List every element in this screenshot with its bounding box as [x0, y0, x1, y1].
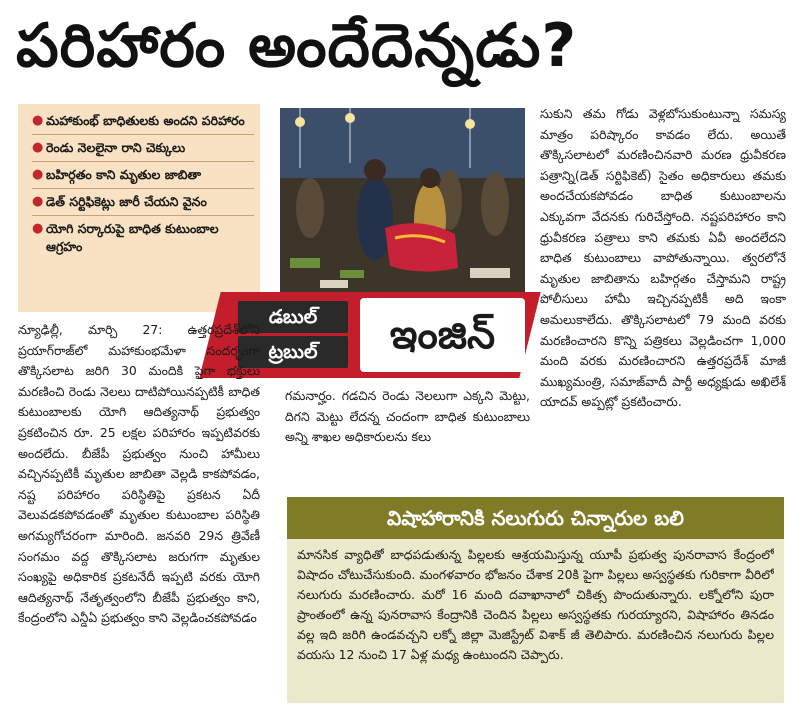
sidebar-story-title: విషాహారానికి నలుగురు చిన్నారుల బలి — [287, 497, 784, 539]
headline: పరిహారం అందేదెన్నడు? — [16, 11, 578, 81]
sidebar-story-paragraph: మానసిక వ్యాధితో బాధపడుతున్న పిల్లలకు ఆశ్రయమిస్తున్న యూపీ ప్రభుత్వ పునరావాస కేంద్రంలో విషాదం చోటుచేసుకుంది. మంగళవారం భోజనం చేశాక 20కి పైగా పిల్లలు అస్వస్థతకు గురికాగా వీరిలో నలుగురు మరణించారు. మరో 16 మంది దవాఖానాలో చికిత్స పొందుతున్నారు. లక్నోలోని పురా ప్రాంతంలో ఉన్న పునరావాస కేంద్రానికి చెందిన పిల్లలు అస్వస్థతకు గురయ్యారని, విషాహారం తినడం వల్ల ఇది జరిగి ఉండవచ్చని లక్నో జిల్లా మెజిస్ట్రేట్ విశాక్ జీ తెలిపారు. మరణించిన నలుగురు పిల్లల వయసు 12 నుంచి 17 ఏళ్ల మధ్య ఉంటుందని చెప్పారు. — [297, 547, 774, 662]
article-paragraph: సుకుని తమ గోడు వెళ్లబోసుకుంటున్నా సమస్య మాత్రం పరిష్కారం కావడం లేదు. అయితే తొక్కిసలాటలో మరణించినవారి మరణ ధ్రువీకరణ పత్రాన్ని(డెత్ సర్టిఫికెట్) సైతం అధికారులు తమకు అందచేయకపోవడం బాధిత కుటుంబాలను ఎక్కువగా వేదనకు గురిచేస్తోంది. నష్టపరిహారం కాని ధ్రువీకరణ పత్రాలు కాని తమకు ఏవీ అందలేదని బాధిత కుటుంబాలు వాపోతున్నాయి. త్వరలోనే మృతుల జాబితాను బహిర్గతం చేస్తామని రాష్ట్ర పోలీసులు హామీ ఇచ్చినప్పటికీ అది ఇంకా అమలుకాలేదు. తొక్కిసలాటలో 79 మంది వరకు మరణించారని కొన్ని పత్రికలు వెల్లడించగా 1,000 మంది వరకు మరణించారని ఉత్తరప్రదేశ్ మాజీ ముఖ్యమంత్రి, సమాజ్‌వాదీ పార్టీ అధ్యక్షుడు అఖిలేశ్ యాదవ్ అప్పట్లో ప్రకటించారు. — [540, 106, 786, 410]
highlight-item — [32, 139, 254, 157]
highlight-item — [32, 166, 254, 184]
banner-line1: డబుల్ — [238, 301, 348, 333]
banner-line2: ట్రబుల్ — [238, 336, 348, 368]
highlight-text: యోగి సర్కారుపై బాధిత కుటుంబాల ఆగ్రహం — [46, 221, 219, 254]
highlight-item — [32, 112, 254, 130]
banner-big-text: ఇంజిన్ — [360, 298, 525, 372]
highlights-box — [18, 104, 260, 312]
article-paragraph: గమనార్హం. గడచిన రెండు నెలలుగా ఎక్కని మెట్టు, దిగని మెట్టు లేదన్న చందంగా బాధిత కుటుంబాలు అన్ని శాఖల అధికారులను కలు — [285, 388, 530, 445]
stampede-aftermath-photo — [280, 108, 525, 298]
news-photo — [280, 108, 525, 298]
highlight-text: మహాకుంభ్ బాధితులకు అందని పరిహారం — [46, 113, 245, 128]
bullet-dot-icon: ● — [32, 113, 44, 128]
highlight-item — [32, 220, 254, 256]
bullet-dot-icon: ● — [32, 194, 44, 209]
highlight-text: రెండు నెలలైనా రాని చెక్కులు — [46, 140, 186, 155]
highlight-item — [32, 193, 254, 211]
divider — [32, 161, 254, 162]
bullet-dot-icon: ● — [32, 140, 44, 155]
bullet-dot-icon: ● — [32, 167, 44, 182]
article-column-1 — [18, 320, 260, 716]
article-column-3 — [540, 104, 786, 490]
highlight-text: బహిర్గతం కాని మృతుల జాబితా — [46, 167, 202, 182]
divider — [32, 134, 254, 135]
divider — [32, 215, 254, 216]
article-paragraph: న్యూఢిల్లీ, మార్చి 27: ఉత్తరప్రదేశ్‌లోని ప్రయాగ్‌రాజ్‌లో మహాకుంభమేళా సందర్భంగా తొక్కిసలాట జరిగి 30 మందికి పైగా భక్తులు మరణించి రెండు నెలలు దాటిపోయినప్పటికీ బాధిత కుటుంబాలకు యోగి ఆదిత్యనాథ్ ప్రభుత్వం ప్రకటించిన రూ. 25 లక్షల పరిహారం ఇప్పటివరకు అందలేదు. బీజేపీ ప్రభుత్వం నుంచి హామీలు వచ్చినప్పటికీ మృతుల జాబితా వెల్లడి కాకపోవడం, నష్ట పరిహారం పరిస్థితిపై ప్రకటన ఏదీ వెలువడకపోవడంతో మృతుల కుటుంబాల పరిస్థితి అగమ్యగోచరంగా మారింది. జనవరి 29న త్రివేణీ సంగమం వద్ద తొక్కిసలాట జరుగగా మృతుల సంఖ్యపై అధికారిక ప్రకటనేదీ ఇప్పటి వరకు యోగి ఆదిత్యనాథ్ నేతృత్వంలోని బీజేపీ ప్రభుత్వం కాని, కేంద్రంలోని ఎన్డీఏ ప్రభుత్వం కాని వెల్లడించకపోవడం — [18, 322, 260, 626]
sidebar-story-body — [297, 545, 774, 665]
highlight-text: డెత్ సర్టిఫికెట్లు జారీ చేయని వైనం — [46, 194, 207, 209]
sidebar-story-box — [287, 539, 784, 703]
divider — [32, 188, 254, 189]
article-column-2 — [285, 386, 530, 490]
bullet-dot-icon: ● — [32, 221, 44, 236]
